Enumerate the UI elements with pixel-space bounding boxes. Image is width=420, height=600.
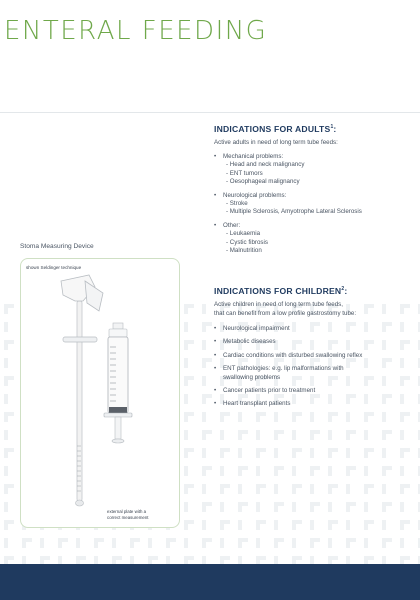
- list-item: - Oesophageal malignancy: [226, 178, 414, 186]
- stoma-measuring-device-illustration: [21, 271, 180, 521]
- list-item: - Leukaemia: [226, 230, 414, 238]
- device-image-frame: [20, 258, 180, 528]
- children-list: [214, 325, 414, 414]
- children-heading: INDICATIONS FOR CHILDREN$^2$:: [214, 286, 348, 296]
- list-item: • Heart transplant patients: [214, 400, 414, 408]
- list-item: • Neurological impairment: [214, 325, 414, 333]
- list-item: • Mechanical problems: - Head and neck malignancy - ENT tumors - Oesophageal malignancy: [214, 153, 414, 187]
- list-item: • ENT pathologies: e.g. lip malformations with swallowing problems: [214, 365, 364, 382]
- list-item: - Multiple Sclerosis, Amyotrophe Lateral Sclerosis: [226, 208, 414, 216]
- technique-label: shown Seldinger technique: [26, 265, 82, 270]
- header-divider: [0, 112, 420, 113]
- list-item: • Cancer patients prior to treatment: [214, 387, 414, 395]
- page-title: ENTERAL FEEDING: [4, 16, 268, 46]
- adults-intro: Active adults in need of long term tube feeds:: [214, 139, 338, 146]
- adults-heading: INDICATIONS FOR ADULTS$^1$:: [214, 124, 337, 134]
- list-item: - Head and neck malignancy: [226, 161, 414, 169]
- list-item: • Neurological problems: - Stroke - Multiple Sclerosis, Amyotrophe Lateral Sclerosis: [214, 192, 414, 217]
- list-item: • Cardiac conditions with disturbed swallowing reflex: [214, 352, 414, 360]
- list-item: • Other: - Leukaemia - Cystic fibrosis - Malnutrition: [214, 222, 414, 256]
- list-item: - Malnutrition: [226, 247, 414, 255]
- device-caption: external plate with a correct measurement: [107, 509, 149, 520]
- adults-list: [214, 153, 414, 260]
- list-item: - Stroke: [226, 200, 414, 208]
- device-label: Stoma Measuring Device: [20, 243, 94, 250]
- children-intro: Active children in need of long term tube feeds, that can benefit from a low profile gastrostomy tube:: [214, 301, 357, 317]
- list-item: - Cystic fibrosis: [226, 239, 414, 247]
- list-item: • Metabolic diseases: [214, 338, 414, 346]
- footer-band: [0, 564, 420, 600]
- list-item: - ENT tumors: [226, 170, 414, 178]
